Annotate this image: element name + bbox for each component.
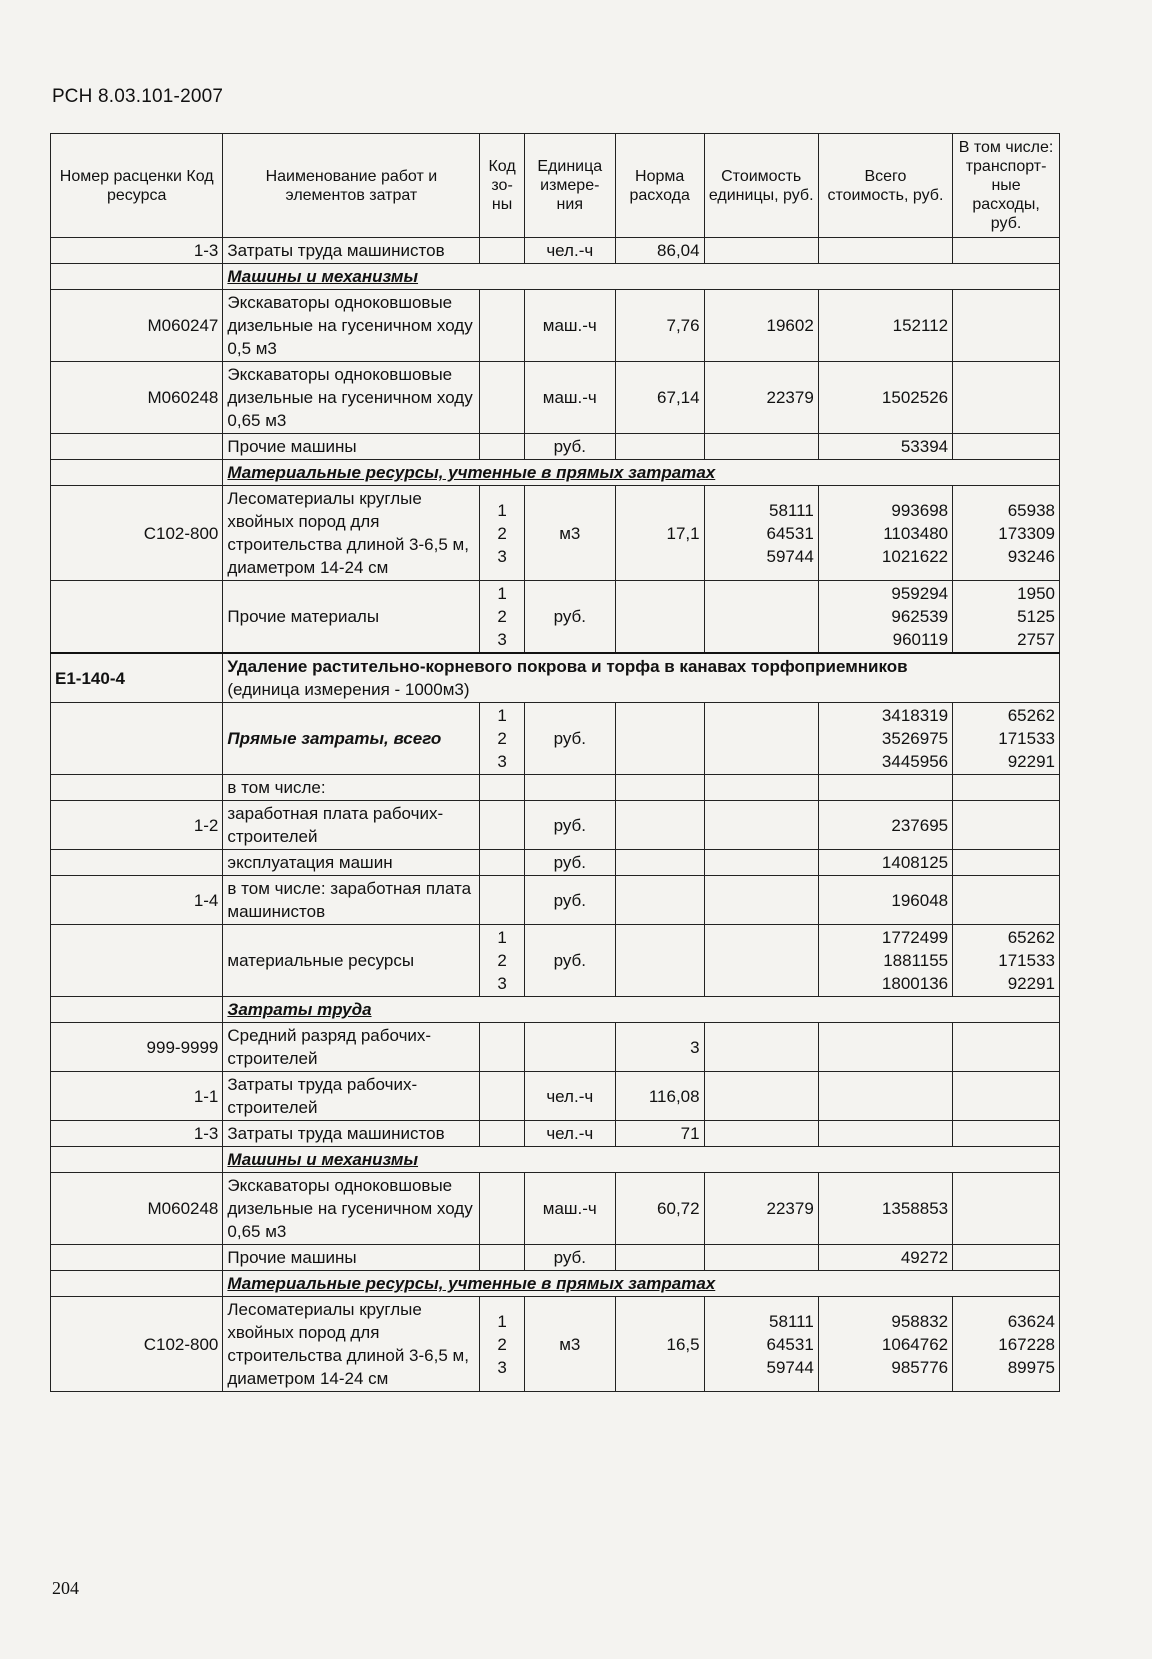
unit-cell: руб. [524,801,615,850]
transport-cost-cell [953,876,1060,925]
table-row [51,1023,1060,1072]
section-code-cell [51,1271,223,1297]
column-header: Всего стоимость, руб. [818,134,952,238]
zone-cell [480,1121,524,1147]
total-cost-cell [818,238,952,264]
transport-cost-cell [953,1023,1060,1072]
table-row [51,703,1060,775]
transport-cost-cell [953,775,1060,801]
norm-cell [615,703,704,775]
work-name-cell: заработная плата рабочих-строителей [223,801,480,850]
table-row [51,581,1060,654]
unit-cost-cell [704,703,818,775]
table-row [51,362,1060,434]
zone-cell [480,1173,524,1245]
unit-cost-cell [704,581,818,654]
table-row [51,1072,1060,1121]
transport-cost-cell [953,238,1060,264]
norm-cell [615,925,704,997]
total-cost-cell: 959294 962539 960119 [818,581,952,654]
total-cost-cell [818,775,952,801]
norm-cell [615,850,704,876]
rate-code-cell [51,1245,223,1271]
unit-cell: руб. [524,703,615,775]
table-row [51,876,1060,925]
unit-cell: маш.-ч [524,290,615,362]
section-row [51,1271,1060,1297]
total-cost-cell: 1408125 [818,850,952,876]
work-name-cell: Лесоматериалы круглые хвойных пород для строительства длиной 3-6,5 м, диаметром 14-24 см [223,1297,480,1392]
rate-heading-row [51,653,1060,703]
table-row [51,434,1060,460]
unit-cost-cell [704,1121,818,1147]
table-row [51,238,1060,264]
work-name-cell: Прочие машины [223,1245,480,1271]
total-cost-cell: 958832 1064762 985776 [818,1297,952,1392]
work-name-cell: Экскаваторы одноковшовые дизельные на гусеничном ходу 0,65 м3 [223,1173,480,1245]
transport-cost-cell [953,434,1060,460]
section-row [51,460,1060,486]
work-name-cell: в том числе: заработная плата машинистов [223,876,480,925]
section-title: Затраты труда [223,997,1060,1023]
table-row [51,775,1060,801]
column-header: Наименование работ и элементов затрат [223,134,480,238]
norm-cell: 60,72 [615,1173,704,1245]
total-cost-cell: 53394 [818,434,952,460]
zone-cell: 1 2 3 [480,925,524,997]
work-name-cell: в том числе: [223,775,480,801]
rate-code-cell: М060248 [51,1173,223,1245]
transport-cost-cell [953,1173,1060,1245]
rate-code-cell [51,434,223,460]
unit-cost-cell [704,850,818,876]
zone-cell [480,238,524,264]
zone-cell [480,1072,524,1121]
work-name-cell: Затраты труда машинистов [223,238,480,264]
rate-code: Е1-140-4 [51,653,223,703]
unit-cost-cell: 58111 64531 59744 [704,1297,818,1392]
unit-cell: маш.-ч [524,1173,615,1245]
transport-cost-cell [953,1072,1060,1121]
unit-cell [524,775,615,801]
zone-cell [480,434,524,460]
transport-cost-cell [953,801,1060,850]
table-row [51,801,1060,850]
total-cost-cell: 3418319 3526975 3445956 [818,703,952,775]
unit-cost-cell: 58111 64531 59744 [704,486,818,581]
column-header: Стоимость единицы, руб. [704,134,818,238]
column-header: Единица измере-ния [524,134,615,238]
table-row [51,850,1060,876]
rate-code-cell: 999-9999 [51,1023,223,1072]
work-name-cell: Прочие материалы [223,581,480,654]
norm-cell: 3 [615,1023,704,1072]
transport-cost-cell: 65938 173309 93246 [953,486,1060,581]
unit-cost-cell [704,434,818,460]
page-number: 204 [52,1578,79,1598]
rate-code-cell: 1-3 [51,1121,223,1147]
unit-cost-cell [704,925,818,997]
transport-cost-cell [953,1245,1060,1271]
work-name-cell: Затраты труда машинистов [223,1121,480,1147]
rate-code-cell: М060247 [51,290,223,362]
norm-cell: 17,1 [615,486,704,581]
table-row [51,1173,1060,1245]
norm-cell [615,775,704,801]
unit-cell: руб. [524,434,615,460]
section-title: Машины и механизмы [223,1147,1060,1173]
section-title: Машины и механизмы [223,264,1060,290]
transport-cost-cell [953,850,1060,876]
norm-cell [615,801,704,850]
column-header: Номер расценки Код ресурса [51,134,223,238]
unit-cell: чел.-ч [524,238,615,264]
work-name-cell: Прямые затраты, всего [223,703,480,775]
transport-cost-cell [953,362,1060,434]
unit-cell: руб. [524,581,615,654]
zone-cell [480,801,524,850]
section-title: Материальные ресурсы, учтенные в прямых затратах [223,1271,1060,1297]
unit-cost-cell [704,238,818,264]
zone-cell [480,290,524,362]
total-cost-cell: 1772499 1881155 1800136 [818,925,952,997]
unit-cost-cell [704,876,818,925]
transport-cost-cell: 1950 5125 2757 [953,581,1060,654]
zone-cell [480,775,524,801]
norm-cell [615,1245,704,1271]
column-header: Код зо-ны [480,134,524,238]
rates-table [50,133,1060,1392]
unit-cell: руб. [524,876,615,925]
norm-cell: 67,14 [615,362,704,434]
table-row [51,925,1060,997]
table-header-row [51,134,1060,238]
rate-heading [223,653,1060,703]
unit-cost-cell: 22379 [704,1173,818,1245]
total-cost-cell: 152112 [818,290,952,362]
total-cost-cell [818,1023,952,1072]
norm-cell [615,581,704,654]
transport-cost-cell [953,290,1060,362]
zone-cell [480,1245,524,1271]
zone-cell: 1 2 3 [480,1297,524,1392]
section-title: Материальные ресурсы, учтенные в прямых затратах [223,460,1060,486]
zone-cell [480,1023,524,1072]
unit-cell: чел.-ч [524,1121,615,1147]
section-code-cell [51,264,223,290]
norm-cell: 116,08 [615,1072,704,1121]
zone-cell [480,362,524,434]
total-cost-cell: 49272 [818,1245,952,1271]
transport-cost-cell: 65262 171533 92291 [953,925,1060,997]
rate-code-cell [51,850,223,876]
work-name-cell: эксплуатация машин [223,850,480,876]
work-name-cell: Средний разряд рабочих-строителей [223,1023,480,1072]
norm-cell: 16,5 [615,1297,704,1392]
table-row [51,1245,1060,1271]
rate-title: Удаление растительно-корневого покрова и торфа в канавах торфоприемников [227,657,908,676]
unit-cost-cell [704,1072,818,1121]
section-row [51,264,1060,290]
work-name-cell: Лесоматериалы круглые хвойных пород для строительства длиной 3-6,5 м, диаметром 14-24 см [223,486,480,581]
unit-cost-cell [704,801,818,850]
unit-cost-cell: 19602 [704,290,818,362]
table-row [51,1297,1060,1392]
work-name-cell: Прочие машины [223,434,480,460]
section-row [51,997,1060,1023]
norm-cell [615,876,704,925]
unit-cell [524,1023,615,1072]
norm-cell: 86,04 [615,238,704,264]
unit-cost-cell [704,1245,818,1271]
rate-code-cell: М060248 [51,362,223,434]
unit-cost-cell: 22379 [704,362,818,434]
table-row [51,486,1060,581]
rate-code-cell: С102-800 [51,1297,223,1392]
norm-cell [615,434,704,460]
rate-code-cell: С102-800 [51,486,223,581]
unit-cell: м3 [524,486,615,581]
work-name-cell: Затраты труда рабочих-строителей [223,1072,480,1121]
section-code-cell [51,460,223,486]
zone-cell [480,850,524,876]
total-cost-cell: 1358853 [818,1173,952,1245]
rate-code-cell [51,925,223,997]
zone-cell: 1 2 3 [480,703,524,775]
work-name-cell: Экскаваторы одноковшовые дизельные на гусеничном ходу 0,65 м3 [223,362,480,434]
total-cost-cell [818,1072,952,1121]
column-header: В том числе: транспорт-ные расходы, руб. [953,134,1060,238]
unit-cell: руб. [524,850,615,876]
table-row [51,290,1060,362]
rate-code-cell: 1-4 [51,876,223,925]
unit-cell: руб. [524,1245,615,1271]
rate-code-cell [51,581,223,654]
total-cost-cell: 237695 [818,801,952,850]
norm-cell: 7,76 [615,290,704,362]
section-code-cell [51,1147,223,1173]
unit-cost-cell [704,1023,818,1072]
unit-cell: м3 [524,1297,615,1392]
table-body [51,238,1060,1392]
transport-cost-cell: 63624 167228 89975 [953,1297,1060,1392]
total-cost-cell: 993698 1103480 1021622 [818,486,952,581]
unit-cell: руб. [524,925,615,997]
transport-cost-cell [953,1121,1060,1147]
unit-cost-cell [704,775,818,801]
unit-cell: маш.-ч [524,362,615,434]
total-cost-cell: 1502526 [818,362,952,434]
norm-cell: 71 [615,1121,704,1147]
total-cost-cell: 196048 [818,876,952,925]
section-row [51,1147,1060,1173]
work-name-cell: Экскаваторы одноковшовые дизельные на гусеничном ходу 0,5 м3 [223,290,480,362]
table-row [51,1121,1060,1147]
transport-cost-cell: 65262 171533 92291 [953,703,1060,775]
rate-unit-note: (единица измерения - 1000м3) [227,680,470,699]
document-header: РСН 8.03.101-2007 [52,86,224,107]
zone-cell: 1 2 3 [480,486,524,581]
rate-code-cell: 1-1 [51,1072,223,1121]
column-header: Норма расхода [615,134,704,238]
work-name-cell: материальные ресурсы [223,925,480,997]
rate-code-cell [51,775,223,801]
unit-cell: чел.-ч [524,1072,615,1121]
zone-cell [480,876,524,925]
rate-code-cell [51,703,223,775]
zone-cell: 1 2 3 [480,581,524,654]
section-code-cell [51,997,223,1023]
total-cost-cell [818,1121,952,1147]
rate-code-cell: 1-2 [51,801,223,850]
rate-code-cell: 1-3 [51,238,223,264]
